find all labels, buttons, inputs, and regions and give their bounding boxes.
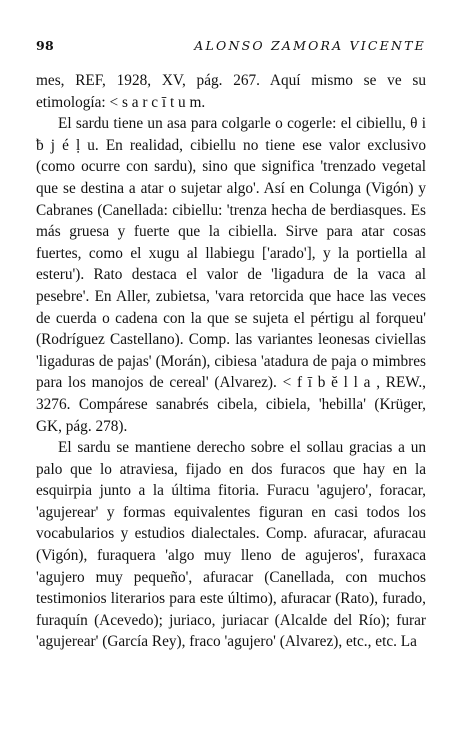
paragraph-2: El sardu tiene un asa para colgarle o cogerle: el cibiellu, θ i ƀ j é ḷ u. En realidad, cibiellu no tiene ese valor exclusivo (como ocurre con sardu), sino que significa 'trenzado vegetal que se destina a atar o sujetar algo'. Así en Colunga (Vigón) y Cabranes (Canellada: cibiellu: 'trenza hecha de berdiasques. Es más gruesa y fuerte que la cibiella. Sirve para atar cosas fuertes, como el xugu al llabiegu ['arado'], y la portiella al esteru'). Rato destaca el valor de 'ligadura de la vaca al pesebre'. En Aller, zubietsa, 'vara retorcida que hace las veces de cuerda o cadena con la que se sujeta el pértigu al forqueu' (Rodríguez Castellano). Comp. las variantes leonesas civiellas 'ligaduras de pajas' (Morán), cibiesa 'atadura de paja o mimbres para los manojos de cereal' (Alvarez). < f ī b ĕ l l a , REW., 3276. Compárese sanabrés cibela, cibiela, 'hebilla' (Krüger, GK, pág. 278). [36,115,426,435]
running-head: ALONSO ZAMORA VICENTE [194,38,426,53]
body-text [36,70,426,653]
paragraph-3: El sardu se mantiene derecho sobre el sollau gracias a un palo que lo atraviesa, fijado en dos furacos que hay en la esquirpia junto a la última fitoria. Furacu 'agujero', foracar, 'agujerear' y formas equivalentes figuran en casi todos los vocabularios y estudios dialectales. Comp. afuracar, afuracau (Vigón), furaquera 'algo muy lleno de agujeros', furaxaca 'agujero muy pequeño', afuracar (Canellada, con muchos testimonios literarios para este último), afuracar (Rato), furado, furaquín (Acevedo); juriaco, juriacar (Alcalde del Río); furar 'agujerear' (García Rey), fraco 'agujero' (Alvarez), etc., etc. La [36,439,426,651]
paragraph-1: mes, REF, 1928, XV, pág. 267. Aquí mismo se ve su etimología: < s a r c ī t u m. [36,72,426,111]
page-number: 98 [36,38,54,53]
page-header [36,38,426,56]
